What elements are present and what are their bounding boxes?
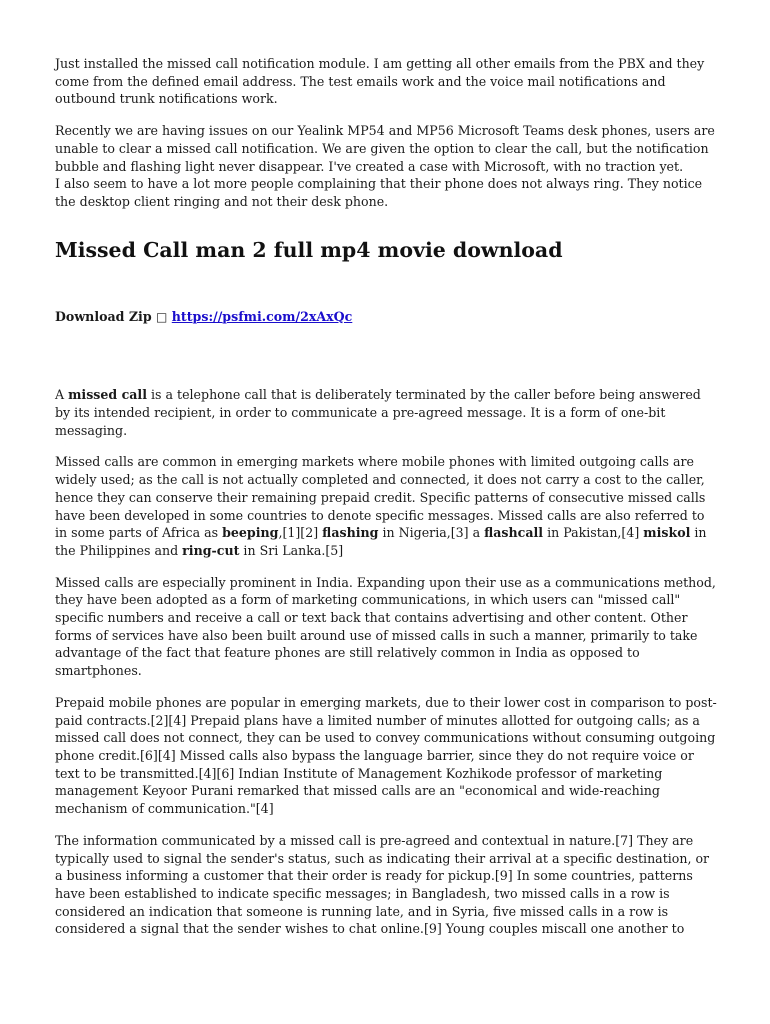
text-span: in Sri Lanka.[5] xyxy=(239,542,344,558)
intro-paragraph-2: Recently we are having issues on our Yealink MP54 and MP56 Microsoft Teams desk phones, users are unable to clear a missed call notification. We are given the option to clear the call, but the notification bubble and flashing light never disappear. I've created a case with Microsoft, with no traction yet. xyxy=(55,123,715,174)
text-span: ,[1][2] xyxy=(278,525,323,541)
term-flashcall: flashcall xyxy=(484,525,544,541)
download-link[interactable]: https://psfmi.com/2xAxQc xyxy=(171,308,353,324)
term-ring-cut: ring-cut xyxy=(182,542,240,558)
term-flashing: flashing xyxy=(322,525,379,541)
text-span: in Nigeria,[3] a xyxy=(378,525,485,541)
page-title: Missed Call man 2 full mp4 movie download xyxy=(55,237,563,262)
term-miskol: miskol xyxy=(643,525,691,541)
article-paragraph-1 xyxy=(55,386,717,439)
text-span: in the Philippines and xyxy=(55,525,707,558)
text-span: in Pakistan,[4] xyxy=(543,525,644,541)
text-span: Missed calls are common in emerging markets where mobile phones with limited outgoing calls are widely used; as the call is not actually completed and connected, it does not carry a cost to the caller, hence they can conserve their remaining prepaid credit. Specific patterns of consecutive missed calls have been developed in some countries to denote specific messages. Missed calls are also referred to in some parts of Africa as xyxy=(55,454,706,541)
article-paragraph-3: Missed calls are especially prominent in India. Expanding upon their use as a communications method, they have been adopted as a form of marketing communications, in which users can "missed call" specific numbers and receive a call or text back that contains advertising and other content. Other forms of services have also been built around use of missed calls in such a manner, primarily to take advantage of the fact that feature phones are still relatively common in India as opposed to smartphones. xyxy=(55,574,716,679)
article-paragraph-4: Prepaid mobile phones are popular in emerging markets, due to their lower cost in comparison to post-paid contracts.[2][4] Prepaid plans have a limited number of minutes allotted for outgoing calls; as a missed call does not connect, they can be used to convey communications without consuming outgoing phone credit.[6][4] Missed calls also bypass the language barrier, since they do not require voice or text to be transmitted.[4][6] Indian Institute of Management Kozhikode professor of marketing management Keyoor Purani remarked that missed calls are an "economical and wide-reaching mechanism of communication."[4] xyxy=(55,694,717,817)
box-icon: □ xyxy=(156,309,168,324)
term-missed-call: missed call xyxy=(68,387,147,403)
download-label: Download Zip xyxy=(55,308,152,324)
text-span: is a telephone call that is deliberately terminated by the caller before being answered by its intended recipient, in order to communicate a pre-agreed message. It is a form of one-bit messaging. xyxy=(55,387,701,438)
article-paragraph-5: The information communicated by a missed call is pre-agreed and contextual in nature.[7] They are typically used to signal the sender's status, such as indicating their arrival at a specific destination, or a business informing a customer that their order is ready for pickup.[9] In some countries, patterns have been established to indicate specific messages; in Bangladesh, two missed calls in a row is considered an indication that someone is running late, and in Syria, five missed calls in a row is considered a signal that the sender wishes to chat online.[9] Young couples miscall one another to xyxy=(55,832,710,937)
article-paragraph-2 xyxy=(55,453,717,559)
intro-paragraph-3: I also seem to have a lot more people complaining that their phone does not always ring. They notice the desktop client ringing and not their desk phone. xyxy=(55,176,703,209)
term-beeping: beeping xyxy=(222,525,279,541)
document-page xyxy=(55,55,717,938)
download-line xyxy=(55,308,717,327)
intro-paragraph-1: Just installed the missed call notification module. I am getting all other emails from the PBX and they come from the defined email address. The test emails work and the voice mail notifications and outbound trunk notifications work. xyxy=(55,56,705,107)
text-span: A xyxy=(55,387,69,403)
